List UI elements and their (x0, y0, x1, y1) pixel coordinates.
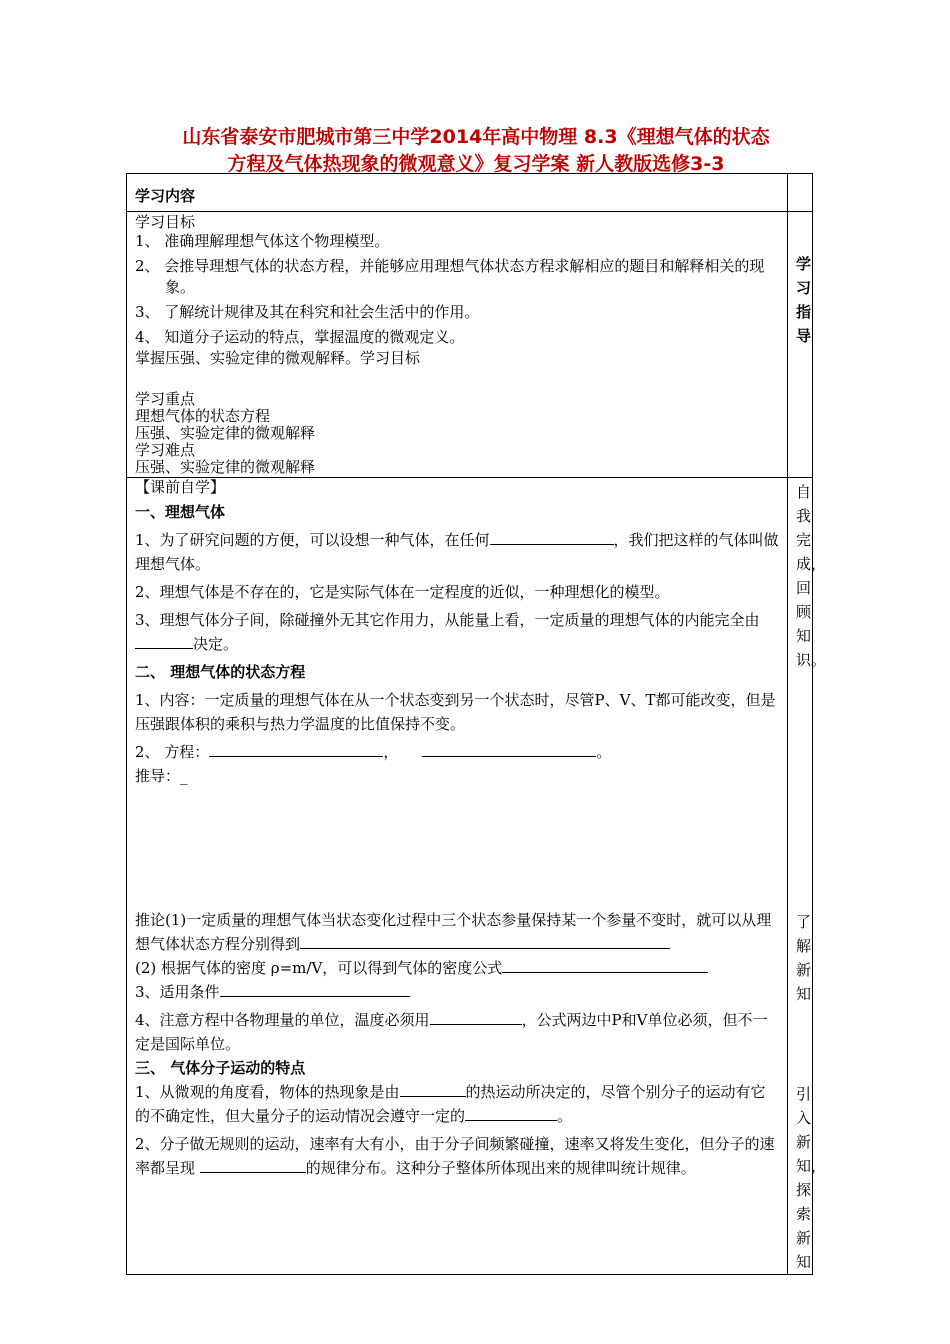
text: 的规律分布。这种分子整体所体现出来的规律叫统计规律。 (305, 1159, 696, 1177)
guide-note-self-study (788, 478, 827, 672)
text: ，公式两边中P和V单位必须，但不一定是国际单位。 (135, 1011, 768, 1053)
guide-note-line: 知， (796, 1157, 827, 1175)
text: 3、适用条件 (135, 983, 220, 1001)
content-header-label: 学习内容 (135, 187, 196, 205)
derivation-label: 推导：_ (135, 767, 188, 785)
section-1-item-3 (135, 608, 779, 656)
key-points-heading: 学习重点 (135, 390, 196, 408)
section-1-item-1 (135, 528, 779, 576)
objectives-extra: 掌握压强、实验定律的微观解释。学习目标 (135, 349, 421, 367)
content-header-cell (127, 174, 788, 212)
text: ，我们把这样的气体叫做理想气体。 (135, 531, 779, 573)
section-3-title: 三、 气体分子运动的特点 (135, 1059, 306, 1077)
text: 1、为了研究问题的方便，可以设想一种气体，在任何 (135, 531, 490, 549)
guide-note-line: 成， (796, 555, 827, 573)
document-title (126, 124, 826, 178)
guide-note-line: 回顾 (796, 579, 812, 621)
guide-label (788, 212, 812, 348)
guide-note-line: 新知 (796, 1229, 812, 1271)
guide-note-line: 引入 (796, 1085, 812, 1127)
guide-label-line: 学习 (796, 255, 812, 297)
objective-item: 1、 准确理解理想气体这个物理模型。 (135, 232, 390, 250)
objectives-cell (127, 212, 788, 478)
section-2-item-3 (135, 980, 779, 1004)
guide-note-line: 完 (796, 531, 812, 549)
text: 4、注意方程中各物理量的单位，温度必须用 (135, 1011, 430, 1029)
objectives-row (127, 212, 813, 478)
fill-blank (135, 632, 193, 649)
fill-blank (465, 1104, 557, 1121)
guide-note-line: 了解 (796, 913, 812, 955)
guide-note-line: 识。 (796, 651, 827, 669)
text: 。 (596, 743, 612, 761)
objective-item: 4、 知道分子运动的特点，掌握温度的微观定义。 (135, 328, 465, 346)
fill-blank (209, 740, 383, 757)
section-2-title: 二、 理想气体的状态方程 (135, 663, 306, 681)
text: 2、 方程： (135, 743, 210, 761)
corollary-2 (135, 956, 779, 980)
guide-note-line: 探索 (796, 1181, 812, 1223)
guide-note-line: 新 (796, 1133, 812, 1151)
text: 的热运动所决定的，尽管个别分子的运动有它的不确定性，但大量分子的运动情况会遵守一定的 (135, 1083, 766, 1125)
text: 2、分子做无规则的运动，速率有大有小，由于分子间频繁碰撞，速率又将发生变化，但分子的速率都呈现 (135, 1135, 775, 1177)
objective-item: 2、 会推导理想气体的状态方程，并能够应用理想气体状态方程求解相应的题目和解释相关的现象。 (135, 257, 765, 296)
fill-blank (502, 956, 708, 973)
fill-blank (200, 1156, 306, 1173)
section-2-item-2 (135, 740, 779, 764)
section-1-title: 一、理想气体 (135, 503, 226, 521)
guide-note-explore (788, 1006, 827, 1274)
text: ， (383, 743, 399, 761)
guide-header-cell (788, 174, 813, 212)
preview-row (127, 478, 813, 1275)
preview-heading: 【课前自学】 (135, 478, 226, 496)
section-3-item-1 (135, 1080, 779, 1128)
derivation-space (135, 788, 779, 908)
header-row (127, 174, 813, 212)
fill-blank (422, 740, 596, 757)
fill-blank (430, 1008, 522, 1025)
section-2-item-4 (135, 1008, 779, 1056)
section-2-item-1: 1、内容：一定质量的理想气体在从一个状态变到另一个状态时，尽管P、V、T都可能改变，但是压强跟体积的乘积与热力学温度的比值保持不变。 (135, 691, 776, 733)
key-point-item: 理想气体的状态方程 (135, 407, 271, 425)
fill-blank (490, 528, 614, 545)
title-line-1: 山东省泰安市肥城市第三中学2014年高中物理 8.3《理想气体的状态 (182, 126, 770, 148)
guide-label-cell (788, 212, 813, 478)
objectives-heading: 学习目标 (135, 213, 196, 231)
guide-note-new-knowledge (788, 672, 812, 1006)
guide-note-line: 自我 (796, 483, 812, 525)
section-3-item-2 (135, 1132, 779, 1180)
section-1-item-2: 2、理想气体是不存在的，它是实际气体在一定程度的近似，一种理想化的模型。 (135, 583, 670, 601)
corollary-1 (135, 908, 779, 956)
guide-label-line: 指导 (796, 303, 812, 345)
guide-note-line: 新知 (796, 961, 812, 1003)
key-point-item: 压强、实验定律的微观解释 (135, 424, 316, 442)
text: 1、从微观的角度看，物体的热现象是由 (135, 1083, 400, 1101)
fill-blank (300, 932, 670, 949)
text: (2) 根据气体的密度 ρ=m/V，可以得到气体的密度公式 (135, 959, 503, 977)
text: 3、理想气体分子间，除碰撞外无其它作用力，从能量上看，一定质量的理想气体的内能完全由 (135, 611, 760, 629)
preview-cell (127, 478, 788, 1275)
study-plan-table (126, 173, 827, 1275)
fill-blank (220, 980, 410, 997)
objective-item: 3、 了解统计规律及其在科究和社会生活中的作用。 (135, 303, 480, 321)
guide-note-line: 知 (796, 627, 812, 645)
text: 。 (557, 1107, 573, 1125)
text: 决定。 (193, 635, 239, 653)
text: 推论(1)一定质量的理想气体当状态变化过程中三个状态参量保持某一个参量不变时，就可以从理想气体状态方程分别得到 (135, 911, 772, 953)
difficult-point-item: 压强、实验定律的微观解释 (135, 458, 316, 476)
fill-blank (400, 1080, 466, 1097)
difficult-points-heading: 学习难点 (135, 441, 196, 459)
guide-notes-cell (788, 478, 827, 1275)
title-line-2: 方程及气体热现象的微观意义》复习学案 新人教版选修3-3 (227, 153, 725, 175)
